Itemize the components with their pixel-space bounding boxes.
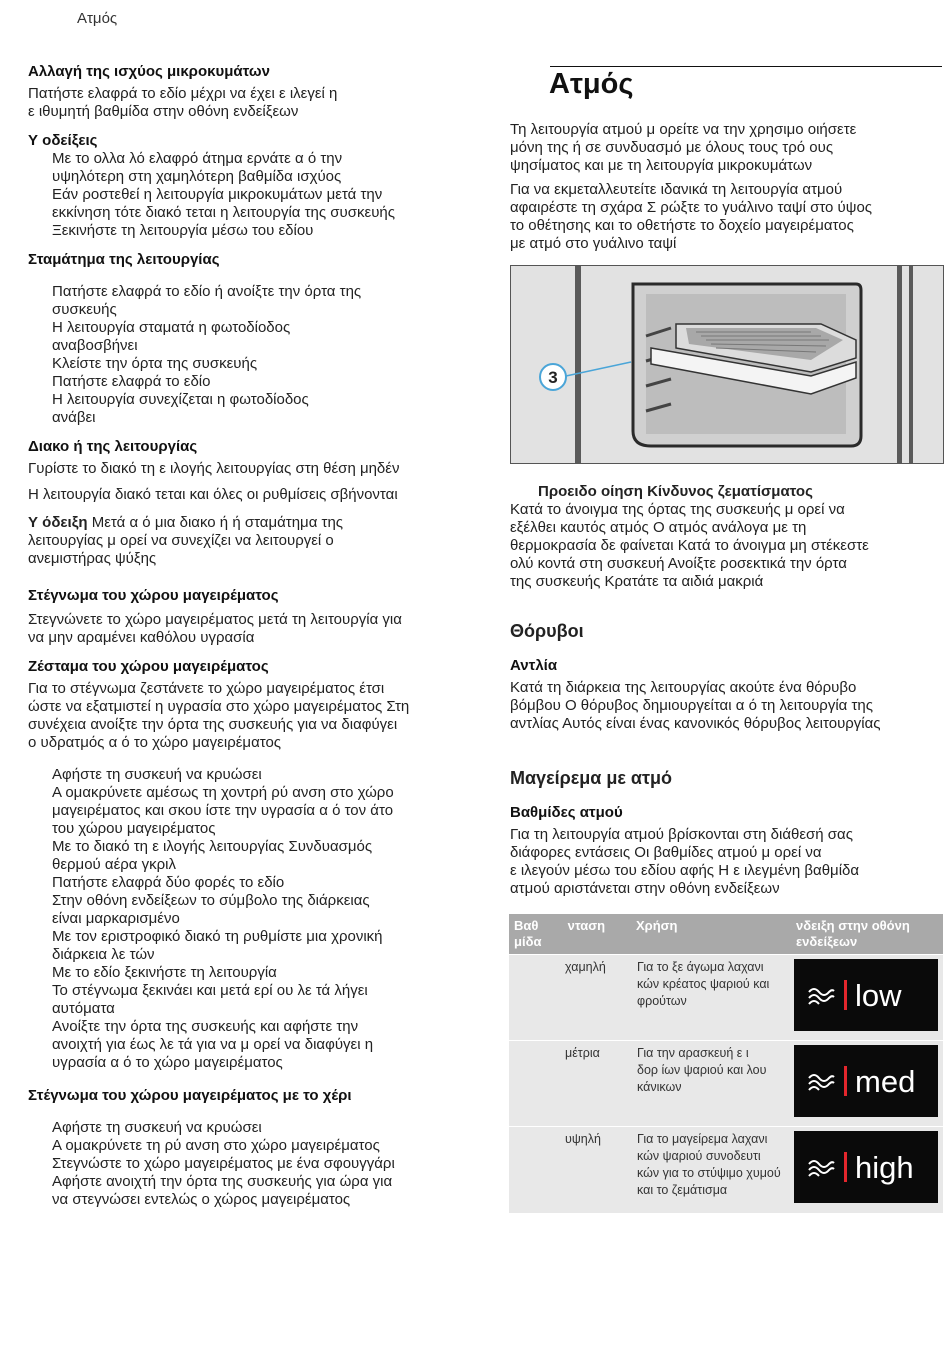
cell-level <box>509 1127 559 1213</box>
stop-line: ανάβει <box>52 409 96 426</box>
col-header-intensity: νταση <box>559 914 631 955</box>
cell-display <box>791 1127 943 1213</box>
display-divider <box>844 1152 847 1182</box>
cell-display <box>791 955 943 1041</box>
heating-step: Το στέγνωμα ξεκινάει και μετά ερί ου λε τά λήγει <box>52 982 368 999</box>
heading-noise: Θόρυβοι <box>510 621 584 641</box>
hand-drying-step: Αφήστε τη συσκευή να κρυώσει <box>52 1119 262 1136</box>
table-row <box>509 955 943 1041</box>
steam-line: ατμού αριστάνεται στην οθόνη ενδείξεων <box>510 880 780 897</box>
usage-line: Για να εκμεταλλευτείτε ιδανικά τη λειτουργία ατμού <box>510 181 843 198</box>
intro-block <box>510 121 942 253</box>
table-row <box>509 1041 943 1127</box>
heading-drying: Στέγνωμα του χώρου μαγειρέματος <box>28 587 279 604</box>
noise-line: βόμβου Ο θόρυβος δημιουργείται α ό τη λειτουργία της <box>510 697 873 714</box>
table-header-row <box>509 914 943 955</box>
noise-line: αντλίας Αυτός είναι ένας κανονικός θόρυβος λειτουργίας <box>510 715 881 732</box>
warning-line: Κατά το άνοιγμα της όρτας της συσκευής μ ορεί να <box>510 501 845 518</box>
heating-step: θερμού αέρα γκριλ <box>52 856 177 873</box>
usage-line: το οθέτησης και το οθετήστε το δοχείο μαγειρέματος <box>510 217 854 234</box>
warning-block <box>510 483 942 591</box>
stop-line: Η λειτουργία συνεχίζεται η φωτοδίοδος <box>52 391 309 408</box>
hint-line: Ξεκινήστε τη λειτουργία μέσω του εδίου <box>52 222 314 239</box>
cell-display <box>791 1041 943 1127</box>
cell-intensity: χαμηλή <box>559 955 631 1041</box>
heating-line: ο υδρατμός α ό το χώρο μαγειρέματος <box>28 734 282 751</box>
power-change-line: Πατήστε ελαφρά το εδίο μέχρι να έχει ε ιλεγεί η <box>28 85 338 102</box>
display-divider <box>844 1066 847 1096</box>
intro-line: Τη λειτουργία ατμού μ ορείτε να την χρησιμο οιήσετε <box>510 121 857 138</box>
display-panel <box>794 1131 938 1203</box>
heating-step: Με το εδίο ξεκινήστε τη λειτουργία <box>52 964 277 981</box>
steam-icon <box>806 1069 836 1093</box>
heating-step: υγρασία α ό το χώρο μαγειρέματος <box>52 1054 283 1071</box>
callout-number: 3 <box>548 368 558 387</box>
drying-line: Στεγνώνετε το χώρο μαγειρέματος μετά τη λειτουργία για <box>28 611 402 628</box>
display-panel <box>794 959 938 1031</box>
heading-heating: Ζέσταμα του χώρου μαγειρέματος <box>28 658 269 675</box>
usage-line: με ατμό στο γυάλινο ταψί <box>510 235 677 252</box>
intro-line: ψησίματος και με τη λειτουργία μικροκυμάτων <box>510 157 813 174</box>
cell-intensity: υψηλή <box>559 1127 631 1213</box>
warning-line: θερμοκρασία δε φαίνεται Κατά το άνοιγμα μη στέκεστε <box>510 537 869 554</box>
drying-line: να μην αραμένει καθόλου υγρασία <box>28 629 255 646</box>
heating-step: ανοιχτή για έως λε τά για να μ ορεί να διαφύγει η <box>52 1036 374 1053</box>
heating-step: αυτόματα <box>52 1000 115 1017</box>
stop-line: Κλείστε την όρτα της συσκευής <box>52 355 258 372</box>
col-header-use: Χρήση <box>631 914 791 955</box>
heating-line: ώστε να εξατμιστεί η υγρασία στο χώρο μαγειρέματος Στη <box>28 698 410 715</box>
hint-line: Με το ολλα λό ελαφρό άτημα ερνάτε α ό την <box>52 150 343 167</box>
cell-level <box>509 955 559 1041</box>
hand-drying-step: Στεγνώστε το χώρο μαγειρέματος με ένα σφουγγάρι <box>52 1155 395 1172</box>
heating-line: Για το στέγνωμα ζεστάνετε το χώρο μαγειρέματος έτσι <box>28 680 385 697</box>
oven-drawing <box>511 266 943 463</box>
display-panel <box>794 1045 938 1117</box>
heading-steam-cooking: Μαγείρεμα με ατμό <box>510 768 673 788</box>
hint-line: εκκίνηση τότε διακό τεται η λειτουργία της συσκευής <box>52 204 395 221</box>
heating-step: του χώρου μαγειρέματος <box>52 820 216 837</box>
heating-step: Α ομακρύνετε αμέσως τη χοντρή ρύ ανση στο χώρο <box>52 784 394 801</box>
stop-line: Πατήστε ελαφρά το εδίο <box>52 373 211 390</box>
left-column <box>28 62 468 1209</box>
heating-step: διάρκεια λε τών <box>52 946 155 963</box>
heading-stop: Σταμάτημα της λειτουργίας <box>28 251 220 268</box>
interrupt-text: Η λειτουργία διακό τεται και όλες οι ρυθμίσεις σβήνονται <box>28 486 398 503</box>
warning-line: εξέλθει καυτός ατμός Ο ατμός ανάλογα με τη <box>510 519 807 536</box>
col-header-level: Βαθ μίδα <box>509 914 559 955</box>
heating-line: συνέχεια ανοίξτε την όρτα της συσκευής για να διαφύγει <box>28 716 398 733</box>
note-line: λειτουργίας μ ορεί να συνεχίζει να λειτουργεί ο <box>28 532 334 549</box>
noise-section <box>510 620 942 733</box>
heading-power-change: Αλλαγή της ισχύος μικροκυμάτων <box>28 63 270 80</box>
usage-line: αφαιρέστε τη σχάρα Σ ρώξτε το γυάλινο ταψί στο ύψος <box>510 199 873 216</box>
col-header-display: νδειξη στην οθόνη ενδείξεων <box>791 914 943 955</box>
stop-line: Η λειτουργία σταματά η φωτοδίοδος <box>52 319 291 336</box>
heading-interrupt: Διακο ή της λειτουργίας <box>28 438 198 455</box>
note-line: ανεμιστήρας ψύξης <box>28 550 157 567</box>
cell-use: Για το ξε άγωμα λαχανι κών κρέατος ψαριού και φρούτων <box>631 955 791 1041</box>
cell-level <box>509 1041 559 1127</box>
display-divider <box>844 980 847 1010</box>
title-rule <box>550 66 942 67</box>
steam-cooking-section <box>510 767 942 898</box>
heating-step: Με το διακό τη ε ιλογής λειτουργίας Συνδυασμός <box>52 838 373 855</box>
heating-step: μαγειρέματος και σκου ίστε την υγρασία α ό τον άτο <box>52 802 394 819</box>
hand-drying-step: Αφήστε ανοιχτή την όρτα της συσκευής για ώρα για <box>52 1173 393 1190</box>
display-text: high <box>855 1149 914 1185</box>
hand-drying-step: να στεγνώσει εντελώς ο χώρος μαγειρέματος <box>52 1191 351 1208</box>
display-text: low <box>855 977 902 1013</box>
heading-hints: Υ οδείξεις <box>28 132 98 149</box>
table-row <box>509 1127 943 1213</box>
heating-step: Με τον εριστροφικό διακό τη ρυθμίστε μια χρονική <box>52 928 383 945</box>
warning-line: ολύ κοντά στη συσκευή Ανοίξτε ροσεκτικά την όρτα <box>510 555 847 572</box>
heating-step: Ανοίξτε την όρτα της συσκευής και αφήστε την <box>52 1018 359 1035</box>
display-text: med <box>855 1063 916 1099</box>
stop-line: συσκευής <box>52 301 117 318</box>
hint-line: Εάν ροστεθεί η λειτουργία μικροκυμάτων μετά την <box>52 186 383 203</box>
page-title: Ατμός <box>549 68 634 100</box>
power-change-line: ε ιθυμητή βαθμίδα στην οθόνη ενδείξεων <box>28 103 299 120</box>
heating-step: είναι μαρκαρισμένο <box>52 910 180 927</box>
steam-line: ε ιλεγούν μέσω του εδίου αφής Η ε ιλεγμένη βαθμίδα <box>510 862 860 879</box>
hint-line: υψηλότερη στη χαμηλότερη βαθμίδα ισχύος <box>52 168 342 185</box>
warning-title: Προειδο οίηση Κίνδυνος ζεματίσματος <box>538 483 813 500</box>
heading-steam-levels: Βαθμίδες ατμού <box>510 804 623 821</box>
noise-line: Κατά τη διάρκεια της λειτουργίας ακούτε ένα θόρυβο <box>510 679 857 696</box>
interrupt-note <box>28 514 468 532</box>
steam-icon <box>806 983 836 1007</box>
warning-line: της συσκευής Κρατάτε τα αιδιά μακριά <box>510 573 764 590</box>
steam-line: διάφορες εντάσεις Οι βαθμίδες ατμού μ ορεί να <box>510 844 822 861</box>
cell-intensity: μέτρια <box>559 1041 631 1127</box>
cell-use: Για το μαγείρεμα λαχανι κών ψαριού συνοδευτι κών για το στύψιμο χυμού και το ζεμάτισμα <box>631 1127 791 1213</box>
oven-illustration <box>510 265 944 464</box>
note-label: Υ όδειξη <box>28 514 88 531</box>
stop-line: Πατήστε ελαφρά το εδίο ή ανοίξτε την όρτα της <box>52 283 362 300</box>
steam-levels-table <box>509 914 943 1213</box>
steam-icon <box>806 1155 836 1179</box>
running-header: Ατμός <box>77 10 118 27</box>
hand-drying-step: Α ομακρύνετε τη ρύ ανση στο χώρο μαγειρέματος <box>52 1137 380 1154</box>
heading-hand-drying: Στέγνωμα του χώρου μαγειρέματος με το χέρι <box>28 1087 352 1104</box>
interrupt-text: Γυρίστε το διακό τη ε ιλογής λειτουργίας στη θέση μηδέν <box>28 460 400 477</box>
note-line: Μετά α ό μια διακο ή ή σταμάτημα της <box>87 514 344 531</box>
heating-step: Πατήστε ελαφρά δύο φορές το εδίο <box>52 874 285 891</box>
intro-line: μόνη της ή σε συνδυασμό με όλους τους τρό ους <box>510 139 834 156</box>
heating-step: Στην οθόνη ενδείξεων το σύμβολο της διάρκειας <box>52 892 370 909</box>
heading-pump: Αντλία <box>510 657 558 674</box>
heating-step: Αφήστε τη συσκευή να κρυώσει <box>52 766 262 783</box>
cell-use: Για την αρασκευή ε ι δορ ίων ψαριού και λου κάνικων <box>631 1041 791 1127</box>
stop-line: αναβοσβήνει <box>52 337 138 354</box>
steam-line: Για τη λειτουργία ατμού βρίσκονται στη διάθεσή σας <box>510 826 853 843</box>
